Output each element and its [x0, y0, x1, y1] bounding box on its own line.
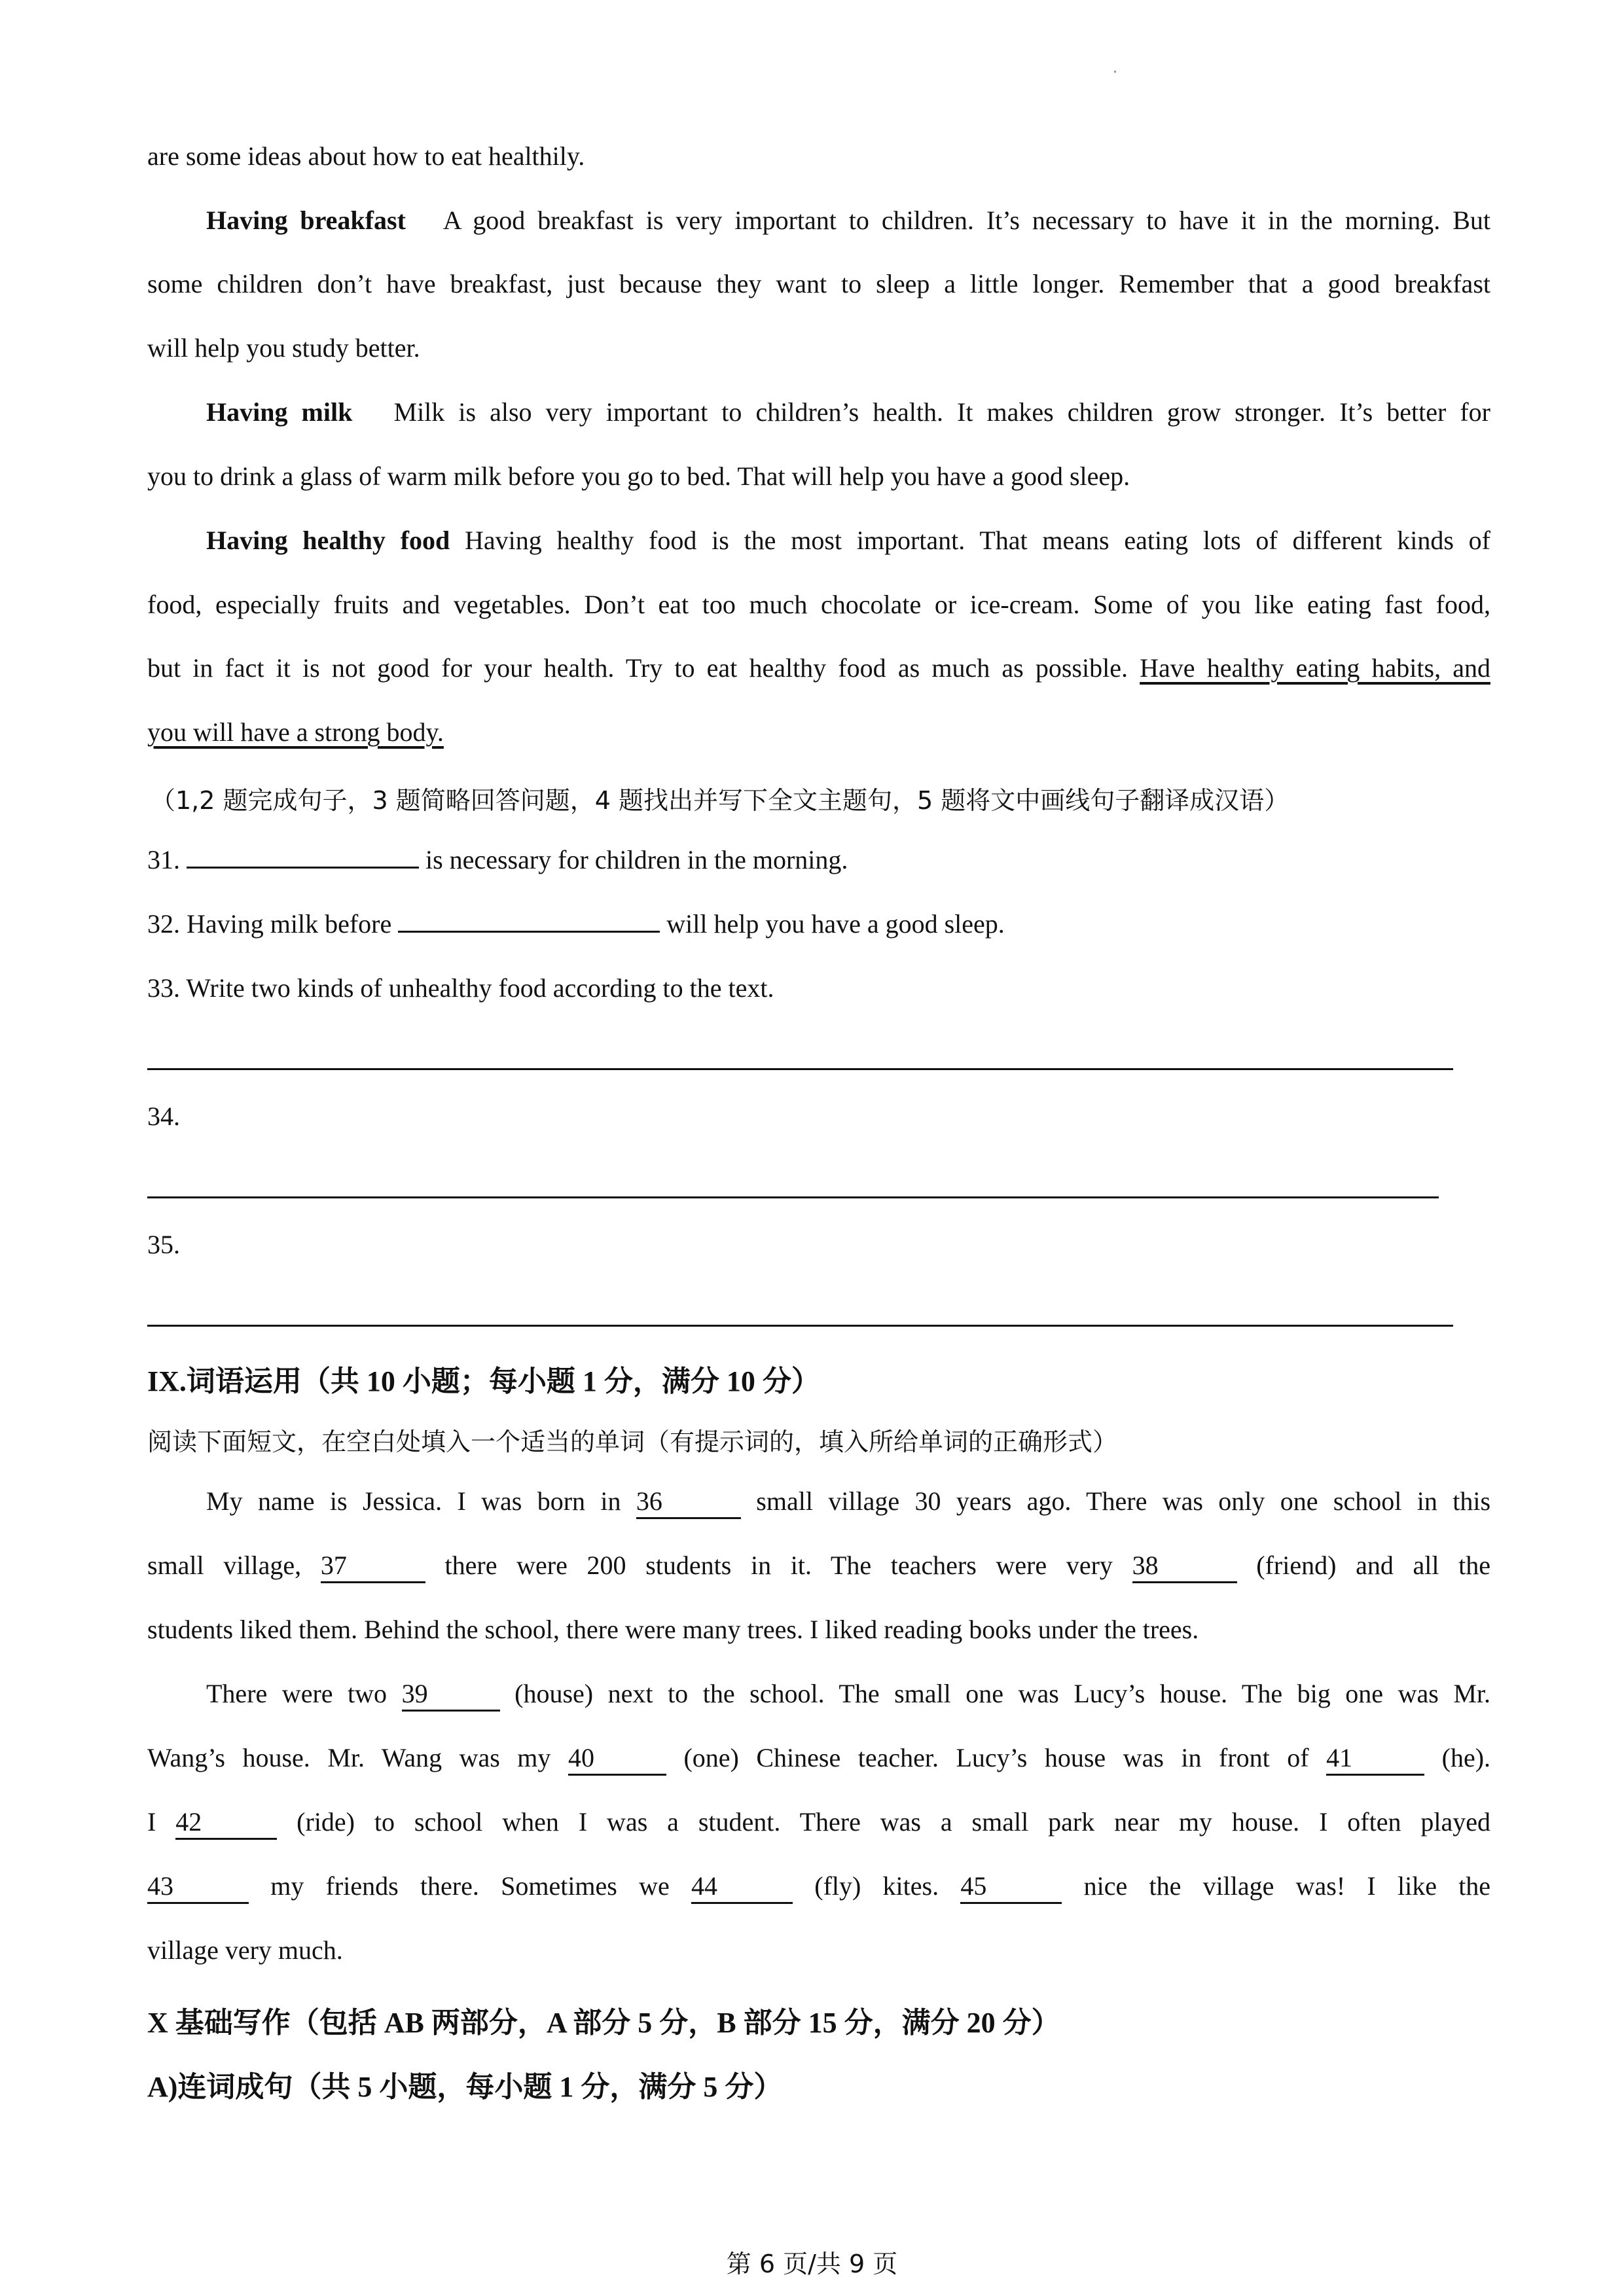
paragraph-food-line1 [206, 525, 1490, 556]
paragraph-heading: Having breakfast [206, 206, 406, 235]
underlined-sentence: you will have a strong body. [147, 717, 444, 747]
text: there were 200 students in it. The teachers were very [444, 1551, 1113, 1580]
paragraph-heading: Having healthy food [206, 526, 450, 555]
text: (fly) kites. [814, 1871, 939, 1901]
question-instructions [151, 780, 1494, 816]
question-number: 35. [147, 1230, 180, 1259]
blank-36[interactable]: 36 [636, 1488, 741, 1519]
question-34 [147, 1101, 1490, 1132]
text: nice the village was! I like the [1083, 1871, 1491, 1901]
text: There were two [206, 1679, 388, 1708]
text: (he). [1441, 1743, 1491, 1772]
paragraph-food-line4 [147, 717, 1490, 747]
text: (friend) and all the [1256, 1551, 1491, 1580]
text: my friends there. Sometimes we [270, 1871, 670, 1901]
section-x-part-a-title [147, 2063, 1490, 2105]
cloze-para2-line3 [147, 1806, 1490, 1840]
blank-42[interactable]: 42 [175, 1809, 277, 1840]
underlined-sentence: Have healthy eating habits, and [1140, 653, 1490, 683]
blank-37[interactable]: 37 [321, 1552, 425, 1583]
text: IX.词语运用（共 10 小题；每小题 1 分，满分 10 分） [147, 1365, 820, 1397]
text: food, especially fruits and vegetables. Don’t eat too much chocolate or ice-cream. Some of you like eating fast food, [147, 590, 1490, 619]
cloze-para2-line2 [147, 1742, 1490, 1776]
answer-blank-32[interactable] [398, 928, 660, 933]
blank-41[interactable]: 41 [1326, 1745, 1424, 1776]
section-ix-title [147, 1357, 1490, 1399]
blank-40[interactable]: 40 [568, 1745, 666, 1776]
paragraph-breakfast-line1 [206, 205, 1490, 236]
text: Milk is also very important to children’s health. It makes children grow stronger. It’s better for [393, 397, 1490, 427]
text: Having healthy food is the most important. That means eating lots of different kinds of [465, 526, 1490, 555]
paragraph-milk-line1 [206, 397, 1490, 427]
page-number: 第 6 页/共 9 页 [726, 2250, 898, 2278]
text: My name is Jessica. I was born in [206, 1486, 621, 1516]
section-x-title [147, 1999, 1490, 2041]
text: Wang’s house. Mr. Wang was my [147, 1743, 551, 1772]
text: will help you study better. [147, 333, 420, 363]
text: （1,2 题完成句子，3 题简略回答问题，4 题找出并写下全文主题句，5 题将文中画线句子翻译成汉语） [151, 786, 1290, 815]
cloze-para2-line1 [206, 1678, 1490, 1712]
text: A)连词成句（共 5 小题，每小题 1 分，满分 5 分） [147, 2071, 783, 2103]
question-33 [147, 973, 1490, 1003]
question-31 [147, 844, 1490, 875]
cloze-para2-line4 [147, 1871, 1490, 1904]
answer-blank-31[interactable] [187, 864, 419, 869]
cloze-para1-line3 [147, 1614, 1490, 1645]
blank-44[interactable]: 44 [691, 1873, 793, 1904]
text: 32. Having milk before [147, 909, 392, 939]
passage-intro-tail [147, 141, 1490, 171]
paragraph-food-line3 [147, 653, 1490, 683]
text: you to drink a glass of warm milk before you go to bed. That will help you have a good sleep. [147, 461, 1130, 491]
answer-line-35[interactable] [147, 1325, 1453, 1327]
paragraph-breakfast-line3 [147, 332, 1490, 363]
question-32 [147, 908, 1490, 939]
text: (house) next to the school. The small one was Lucy’s house. The big one was Mr. [514, 1679, 1491, 1708]
text: students liked them. Behind the school, there were many trees. I liked reading books under the trees. [147, 1615, 1199, 1644]
text: some children don’t have breakfast, just because they want to sleep a little longer. Remember that a good breakfast [147, 269, 1490, 298]
paragraph-breakfast-line2 [147, 268, 1490, 299]
text: small village 30 years ago. There was only one school in this [756, 1486, 1491, 1516]
question-35 [147, 1229, 1490, 1260]
text: (one) Chinese teacher. Lucy’s house was in front of [683, 1743, 1309, 1772]
answer-line-33[interactable] [147, 1068, 1453, 1070]
text: (ride) to school when I was a student. There was a small park near my house. I often played [297, 1807, 1491, 1837]
page-footer [0, 2244, 1624, 2280]
paragraph-milk-line2 [147, 461, 1490, 492]
blank-39[interactable]: 39 [402, 1681, 500, 1712]
question-number: 34. [147, 1102, 180, 1131]
cloze-para2-line5 [147, 1935, 1490, 1965]
paragraph-heading: Having milk [206, 397, 353, 427]
answer-line-34[interactable] [147, 1196, 1439, 1198]
text: I [147, 1807, 156, 1837]
text: X 基础写作（包括 AB 两部分，A 部分 5 分，B 部分 15 分，满分 20 分） [147, 2007, 1060, 2039]
cloze-para1-line2 [147, 1550, 1490, 1583]
text: will help you have a good sleep. [666, 909, 1005, 939]
paragraph-food-line2 [147, 589, 1490, 620]
blank-38[interactable]: 38 [1132, 1552, 1237, 1583]
text: 33. Write two kinds of unhealthy food according to the text. [147, 973, 774, 1003]
question-number: 31. [147, 845, 180, 874]
blank-43[interactable]: 43 [147, 1873, 249, 1904]
text: A good breakfast is very important to children. It’s necessary to have it in the morning. But [442, 206, 1490, 235]
text: village very much. [147, 1935, 343, 1965]
text: but in fact it is not good for your health. Try to eat healthy food as much as possible. [147, 653, 1128, 683]
section-ix-instruction [147, 1422, 1490, 1458]
text: small village, [147, 1551, 302, 1580]
text: 阅读下面短文，在空白处填入一个适当的单词（有提示词的，填入所给单词的正确形式） [147, 1427, 1118, 1456]
scan-dot [1114, 71, 1116, 73]
text: is necessary for children in the morning. [425, 845, 848, 874]
blank-45[interactable]: 45 [960, 1873, 1062, 1904]
cloze-para1-line1 [206, 1486, 1490, 1519]
text: are some ideas about how to eat healthily. [147, 141, 585, 171]
